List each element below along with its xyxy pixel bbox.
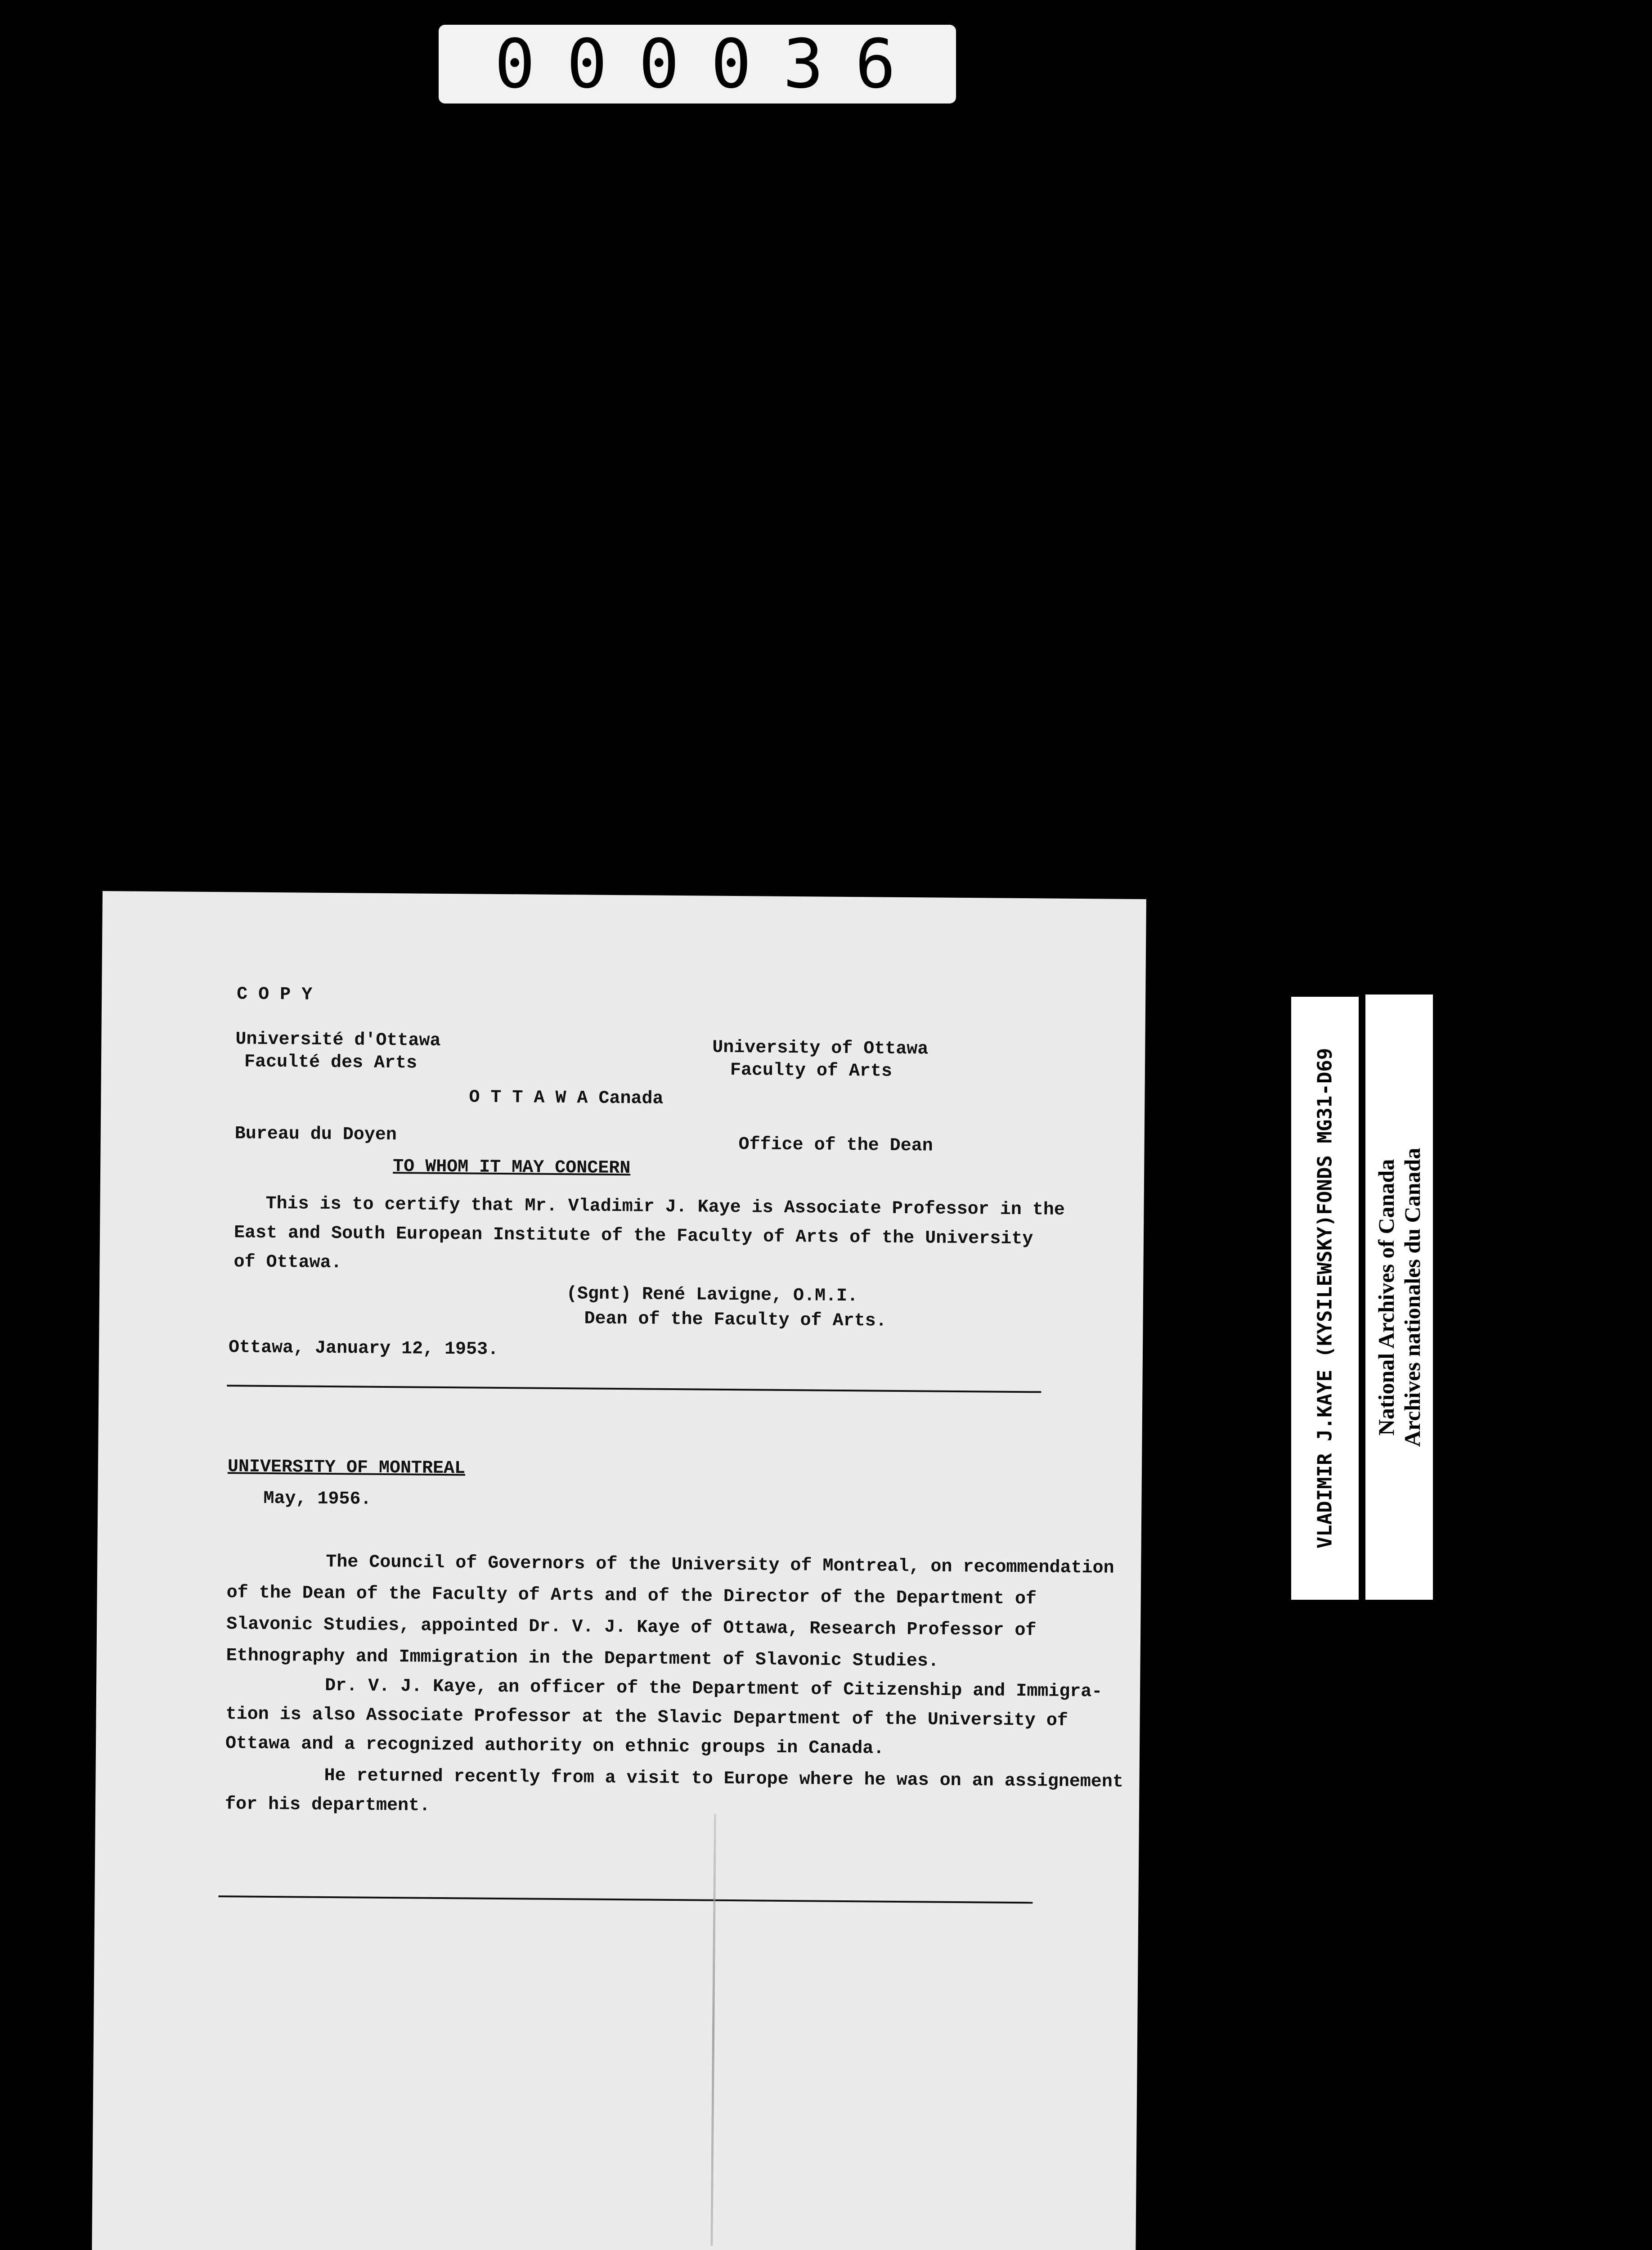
- certificate-line-1: This is to certify that Mr. Vladimir J. Kaye is Associate Professor in the: [265, 1193, 1065, 1220]
- office-right: Office of the Dean: [738, 1134, 933, 1156]
- archives-label-strip: [1365, 994, 1433, 1600]
- section2-line-8: He returned recently from a visit to Europe where he was on an assignement: [324, 1765, 1123, 1792]
- city-line: O T T A W A Canada: [469, 1087, 664, 1109]
- archives-label-fr: Archives nationales du Canada: [1400, 1148, 1425, 1447]
- letterhead-left-2: Faculté des Arts: [244, 1052, 417, 1074]
- letterhead-right-1: University of Ottawa: [712, 1037, 929, 1060]
- divider-2: [218, 1895, 1032, 1904]
- letterhead-right-2: Faculty of Arts: [730, 1060, 893, 1082]
- section2-line-3: Slavonic Studies, appointed Dr. V. J. Kaye of Ottawa, Research Professor of: [226, 1614, 1037, 1641]
- frame-number: 000036: [439, 25, 956, 104]
- page-crease: [710, 1814, 716, 2246]
- section2-heading: UNIVERSITY OF MONTREAL: [227, 1457, 466, 1479]
- document-page: [92, 891, 1146, 2250]
- section2-line-6: tion is also Associate Professor at the Slavic Department of the University of: [225, 1704, 1068, 1731]
- office-left: Bureau du Doyen: [234, 1124, 397, 1146]
- section2-line-4: Ethnography and Immigration in the Department of Slavonic Studies.: [226, 1646, 939, 1672]
- section2-line-7: Ottawa and a recognized authority on ethnic groups in Canada.: [225, 1733, 884, 1759]
- divider-1: [227, 1385, 1041, 1393]
- section2-line-2: of the Dean of the Faculty of Arts and of the Director of the Department of: [226, 1583, 1037, 1610]
- section2-line-1: The Council of Governors of the University of Montreal, on recommendation: [326, 1552, 1114, 1579]
- signature-line-1: (Sgnt) René Lavigne, O.M.I.: [566, 1284, 858, 1307]
- copy-label: C O P Y: [237, 984, 313, 1005]
- certificate-line-3: of Ottawa.: [233, 1252, 342, 1274]
- section2-line-5: Dr. V. J. Kaye, an officer of the Department of Citizenship and Immigra-: [324, 1675, 1103, 1702]
- archives-label: [1373, 1148, 1425, 1446]
- section2-date: May, 1956.: [263, 1488, 372, 1510]
- date-line: Ottawa, January 12, 1953.: [228, 1337, 499, 1360]
- certificate-line-2: East and South European Institute of the Faculty of Arts of the University: [233, 1223, 1033, 1250]
- fonds-label: VLADIMIR J.KAYE (KYSILEWSKY)FONDS MG31-D69: [1313, 1048, 1337, 1549]
- fonds-label-strip: [1291, 997, 1359, 1600]
- archives-label-en: National Archives of Canada: [1374, 1159, 1399, 1436]
- letterhead-left-1: Université d'Ottawa: [235, 1029, 441, 1051]
- signature-line-2: Dean of the Faculty of Arts.: [584, 1309, 887, 1332]
- heading-to-whom: TO WHOM IT MAY CONCERN: [393, 1156, 631, 1179]
- section2-line-9: for his department.: [224, 1794, 431, 1816]
